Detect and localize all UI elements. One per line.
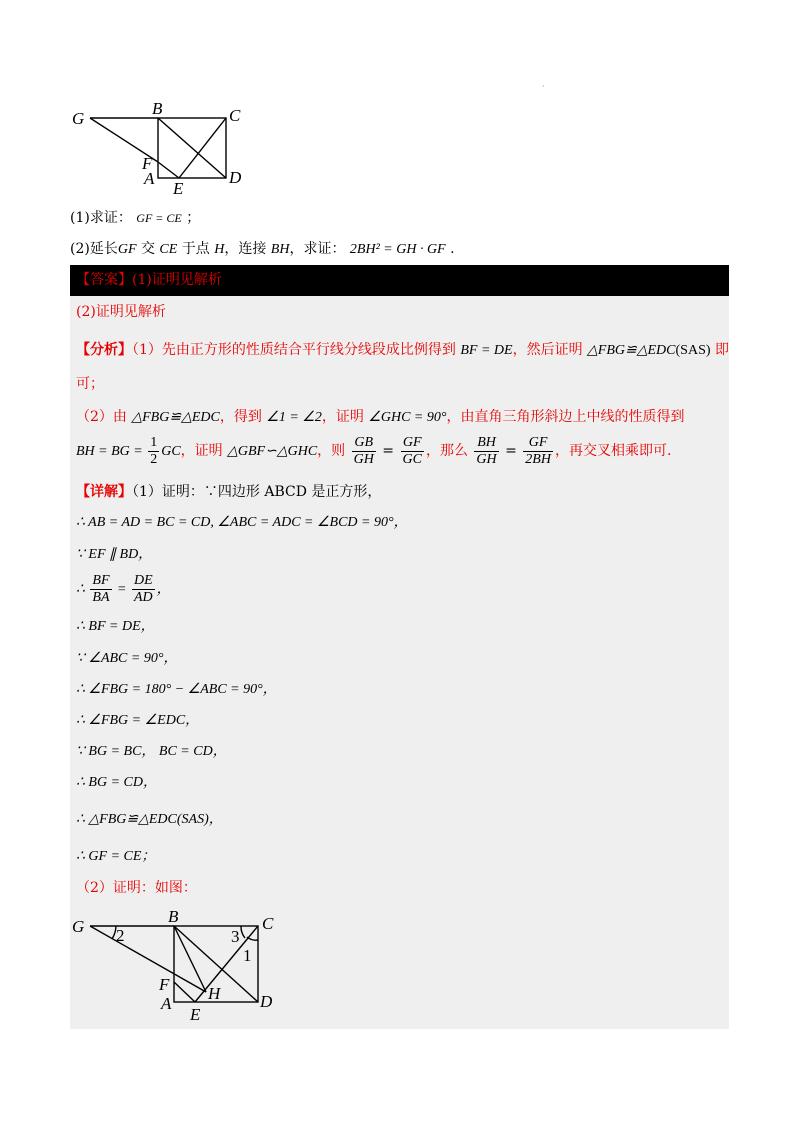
a4-f2-num: GB — [352, 435, 376, 452]
detail-line-5: ∴ BF = DE， — [76, 619, 155, 634]
a4-d: ，再交叉相乘即可. — [554, 443, 672, 459]
a4-frac-bh-gh — [474, 435, 498, 468]
detail-line-3: ∵ EF ∥ BD， — [76, 547, 153, 562]
q2-mid1: 交 — [136, 241, 160, 257]
fig2-label-d: D — [260, 992, 273, 1011]
fig2-angle-2: 2 — [116, 926, 125, 945]
fig1-label-f: F — [142, 154, 153, 173]
q2-end: . — [450, 241, 455, 257]
figure-1 — [66, 96, 256, 200]
question-part2 — [70, 239, 455, 260]
d4-post: ， — [156, 582, 171, 597]
a4-m3: △GBF∽△GHC — [227, 444, 318, 459]
a1-a: （1）先由正方形的性质结合平行线分线段成比例得到 — [132, 342, 461, 358]
q2-ce: CE — [159, 242, 178, 257]
q2-math: 2BH² = GH · GF — [349, 242, 446, 257]
detail-line-10: ∴ BG = CD， — [76, 775, 157, 790]
d4-eq: = — [113, 582, 130, 597]
fig1-label-d: D — [229, 168, 242, 187]
a1-math: BF = DE — [460, 343, 513, 358]
detail-line-7: ∴ ∠FBG = 180° − ∠ABC = 90°， — [76, 682, 277, 697]
d4-frac-bf-ba — [90, 573, 111, 606]
detail-line-12: ∴ GF = CE； — [76, 849, 156, 864]
detail-line-8: ∴ ∠FBG = ∠EDC， — [76, 713, 200, 728]
a4-f5-den: 2BH — [525, 451, 551, 467]
q2-mid2: 于点 — [177, 241, 215, 257]
detail-line-1 — [76, 482, 381, 502]
d4-n2: DE — [133, 573, 153, 589]
d4-pre: ∴ — [76, 582, 89, 597]
detail-line-6: ∵ ∠ABC = 90°， — [76, 651, 178, 666]
analysis-tag: 【分析】 — [76, 342, 132, 358]
a4-m1: BH = BG = — [76, 444, 147, 459]
a4-c: ，那么 — [425, 443, 473, 459]
d4-d2: AD — [133, 590, 153, 606]
q2-h: H — [214, 242, 225, 257]
answer-bar: 【答案】(1)证明见解析 — [70, 265, 729, 296]
a4-f2-den: GH — [353, 451, 374, 467]
a4-f1-num: 1 — [150, 434, 158, 450]
d1: （1）证明：∵四边形 ABCD 是正方形， — [132, 484, 382, 500]
fig1-label-c: C — [229, 106, 241, 125]
q1-math: GF = CE — [136, 211, 182, 225]
fig2-label-h: H — [208, 984, 221, 1003]
a3-c: ，证明 — [321, 409, 369, 425]
a3-m1: △FBG≌△EDC — [131, 410, 220, 425]
question-part1 — [70, 208, 200, 228]
a1-sas: (SAS) — [675, 343, 711, 358]
a1-c: 即 — [710, 342, 729, 358]
detail-tag: 【详解】 — [76, 484, 132, 500]
fig2-label-a: A — [161, 994, 172, 1013]
q2-mid3: ，连接 — [224, 241, 271, 257]
a3-m3: ∠GHC = 90° — [368, 410, 447, 425]
a4-m2: GC — [161, 444, 181, 459]
a4-frac-gf-2bh — [523, 435, 553, 468]
analysis-line-2: 可； — [76, 376, 104, 392]
fig1-label-g: G — [72, 109, 85, 128]
analysis-line-1 — [76, 340, 729, 361]
a4-eq2: = — [500, 443, 522, 459]
a4-frac-half — [148, 435, 159, 468]
fig1-label-a: A — [144, 169, 155, 188]
q2-bh: BH — [270, 242, 290, 257]
answer-line-2: (2)证明见解析 — [76, 304, 166, 320]
q1-prefix: (1)求证： — [70, 210, 132, 226]
a1-math2: △FBG≌△EDC — [587, 343, 676, 358]
a4-eq1: = — [377, 443, 399, 459]
a4-frac-gf-gc — [401, 435, 424, 468]
a4-a: ，证明 — [180, 443, 228, 459]
a4-b: ，则 — [317, 443, 350, 459]
q2-gf: GF — [117, 242, 137, 257]
d4-d1: BA — [92, 590, 110, 606]
d4-n1: BF — [92, 573, 110, 589]
a4-f3-num: GF — [401, 435, 424, 452]
a3-m2: ∠1 = ∠2 — [266, 410, 322, 425]
a4-f1-den: 2 — [150, 451, 158, 467]
fig2-label-f: F — [159, 975, 170, 994]
detail-line-9: ∵ BG = BC， BC = CD， — [76, 744, 227, 759]
a3-b: ，得到 — [219, 409, 267, 425]
a3-d: ，由直角三角形斜边上中线的性质得到 — [446, 409, 685, 425]
figure-2 — [66, 905, 296, 1025]
a3-a: （2）由 — [76, 409, 132, 425]
detail-line-4 — [76, 572, 171, 608]
d4-frac-de-ad — [132, 573, 155, 606]
a4-f5-num: GF — [523, 435, 553, 452]
a4-f3-den: GC — [402, 451, 422, 467]
q2-prefix: (2)延长 — [70, 241, 118, 257]
fig2-label-e: E — [190, 1005, 201, 1024]
detail-line-2: ∴ AB = AD = BC = CD, ∠ABC = ADC = ∠BCD = 90°， — [76, 515, 408, 530]
fig2-label-b: B — [168, 907, 179, 926]
detail-line-13: （2）证明：如图： — [76, 880, 197, 896]
fig2-label-c: C — [262, 914, 274, 933]
a4-f4-den: GH — [476, 451, 497, 467]
detail-line-11: ∴ △FBG≌△EDC(SAS)， — [76, 812, 223, 827]
q1-suffix: ； — [186, 210, 201, 226]
fig1-label-e: E — [173, 179, 184, 198]
fig1-label-b: B — [152, 99, 163, 118]
fig2-angle-1: 1 — [243, 946, 252, 965]
stray-dot: · — [542, 82, 545, 91]
analysis-line-3 — [76, 407, 684, 428]
a4-f4-num: BH — [474, 435, 498, 452]
analysis-line-4 — [76, 434, 671, 469]
fig2-label-g: G — [72, 917, 85, 936]
q2-mid4: ，求证： — [289, 241, 346, 257]
a1-b: ，然后证明 — [512, 342, 588, 358]
a4-frac-gb-gh — [352, 435, 376, 468]
fig2-angle-3: 3 — [231, 927, 240, 946]
